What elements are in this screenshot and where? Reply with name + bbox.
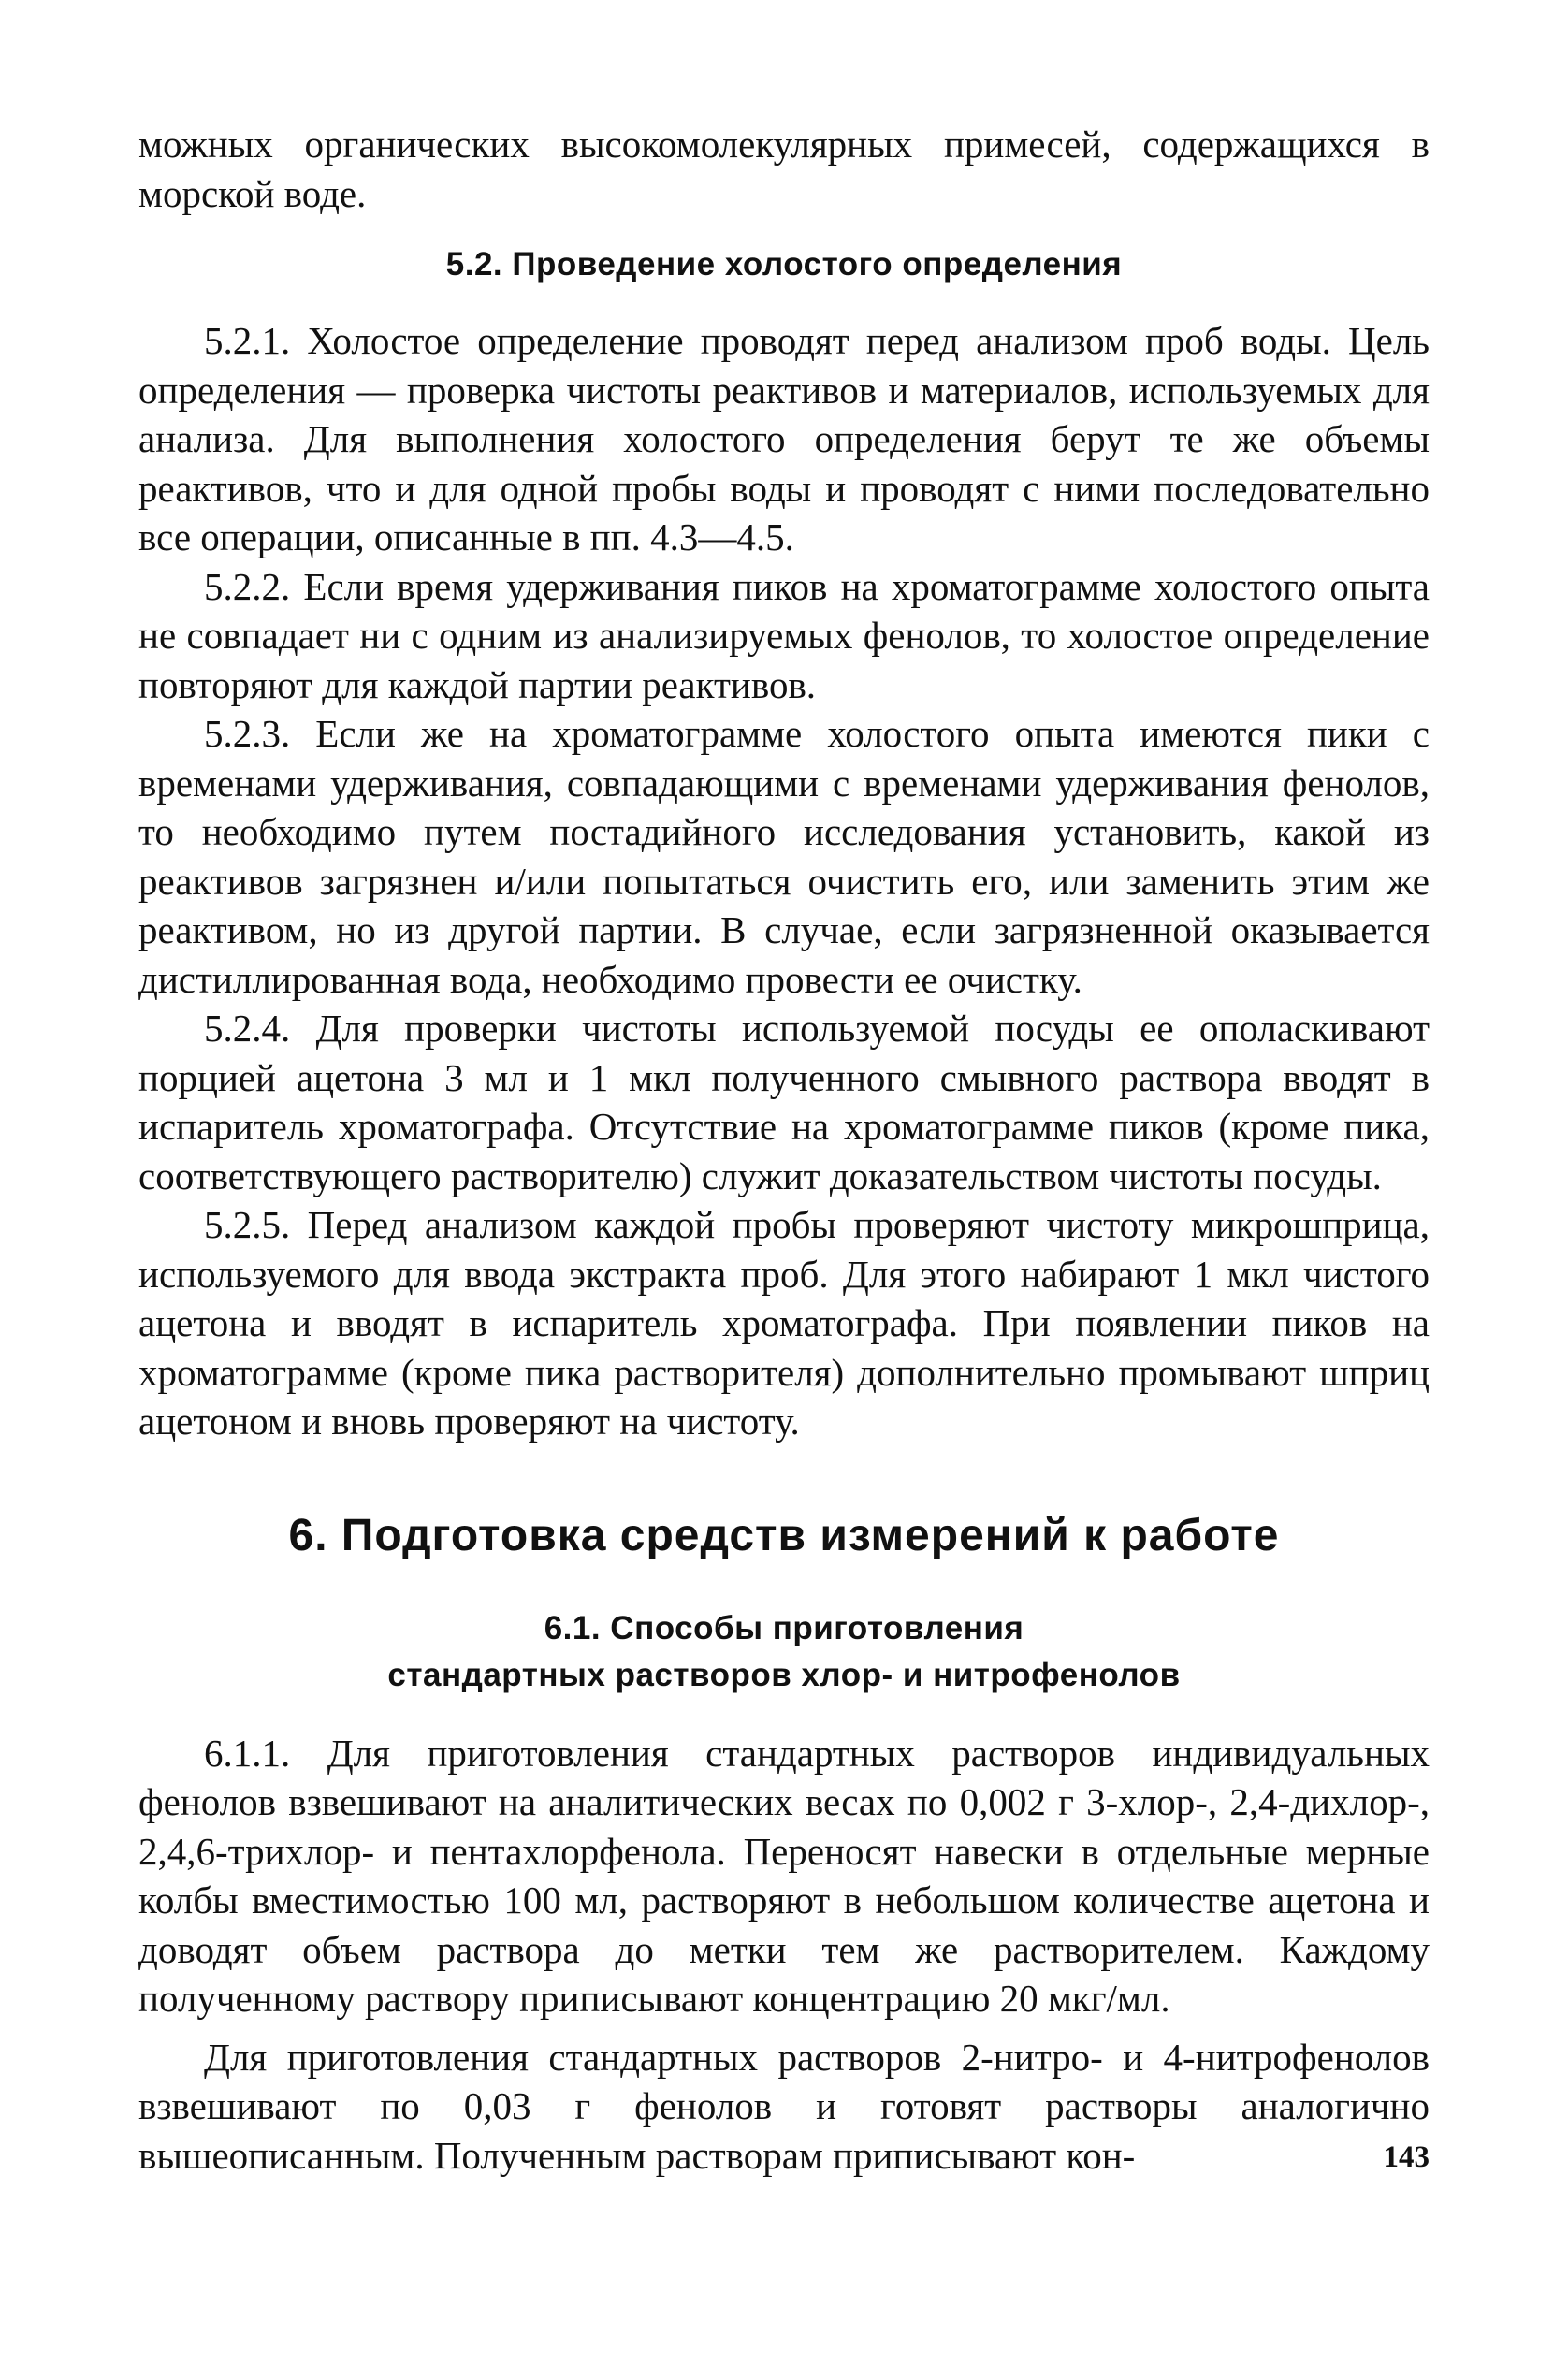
- section-5-2-body: [138, 316, 1430, 1446]
- paragraph-5-2-2: 5.2.2. Если время удерживания пиков на хроматограмме холостого опыта не совпадает ни с одним из анализируемых фенолов, то холостое определение повторяют для каждой партии реактивов.: [138, 564, 1430, 706]
- paragraph-6-1-1: 6.1.1. Для приготовления стандартных растворов индивидуальных фенолов взвешивают на аналитических весах по 0,002 г 3-хлор-, 2,4-дихлор-, 2,4,6-трихлор- и пентахлорфенола. Переносят навески в отдельные мерные колбы вместимостью 100 мл, растворяют в небольшом количестве ацетона и доводят объем раствора до метки тем же растворителем. Каждому полученному раствору приписывают концентрацию 20 мкг/мл.: [138, 1731, 1430, 2020]
- section-6-1-heading-line1: 6.1. Способы приготовления: [544, 1609, 1024, 1646]
- intro-paragraph: можных органических высокомолекулярных примесей, содержащихся в морской воде.: [138, 123, 1430, 215]
- paragraph-6-1-nitro: Для приготовления стандартных растворов 2-нитро- и 4-нитрофенолов взвешивают по 0,03 г фенолов и готовят растворы аналогично вышеописанным. Полученным растворам приписывают кон-: [138, 2035, 1430, 2177]
- paragraph-5-2-5: 5.2.5. Перед анализом каждой пробы проверяют чистоту микрошприца, используемого для ввода экстракта проб. Для этого набирают 1 мкл чистого ацетона и вводят в испаритель хроматографа. При появлении пиков на хроматограмме (кроме пика растворителя) дополнительно промывают шприц ацетоном и вновь проверяют на чистоту.: [138, 1203, 1430, 1443]
- page-number: 143: [1383, 2140, 1430, 2174]
- paragraph-5-2-3: 5.2.3. Если же на хроматограмме холостого опыта имеются пики с временами удерживания, совпадающими с временами удерживания фенолов, то необходимо путем постадийного исследования установить, какой из реактивов загрязнен и/или попытаться очистить его, или заменить этим же реактивом, но из другой партии. В случае, если загрязненной оказывается дистиллированная вода, необходимо провести ее очистку.: [138, 712, 1430, 1001]
- section-6-heading: 6. Подготовка средств измерений к работе: [288, 1510, 1280, 1560]
- paragraph-5-2-1: 5.2.1. Холостое определение проводят перед анализом проб воды. Цель определения — проверка чистоты реактивов и материалов, используемых для анализа. Для выполнения холостого определения берут те же объемы реактивов, что и для одной пробы воды и проводят с ними последовательно все операции, описанные в пп. 4.3—4.5.: [138, 319, 1430, 558]
- section-5-2-heading: 5.2. Проведение холостого определения: [445, 246, 1123, 283]
- page-content: [138, 120, 1430, 2180]
- section-6-1-heading: [138, 1605, 1430, 1699]
- section-6-1-body: [138, 1729, 1430, 2181]
- paragraph-5-2-4: 5.2.4. Для проверки чистоты используемой посуды ее ополаскивают порцией ацетона 3 мл и 1 мкл полученного смывного раствора вводят в испаритель хроматографа. Отсутствие на хроматограмме пиков (кроме пика, соответствующего растворителю) служит доказательством чистоты посуды.: [138, 1007, 1430, 1197]
- section-6-1-heading-line2: стандартных растворов хлор- и нитрофенолов: [387, 1656, 1181, 1693]
